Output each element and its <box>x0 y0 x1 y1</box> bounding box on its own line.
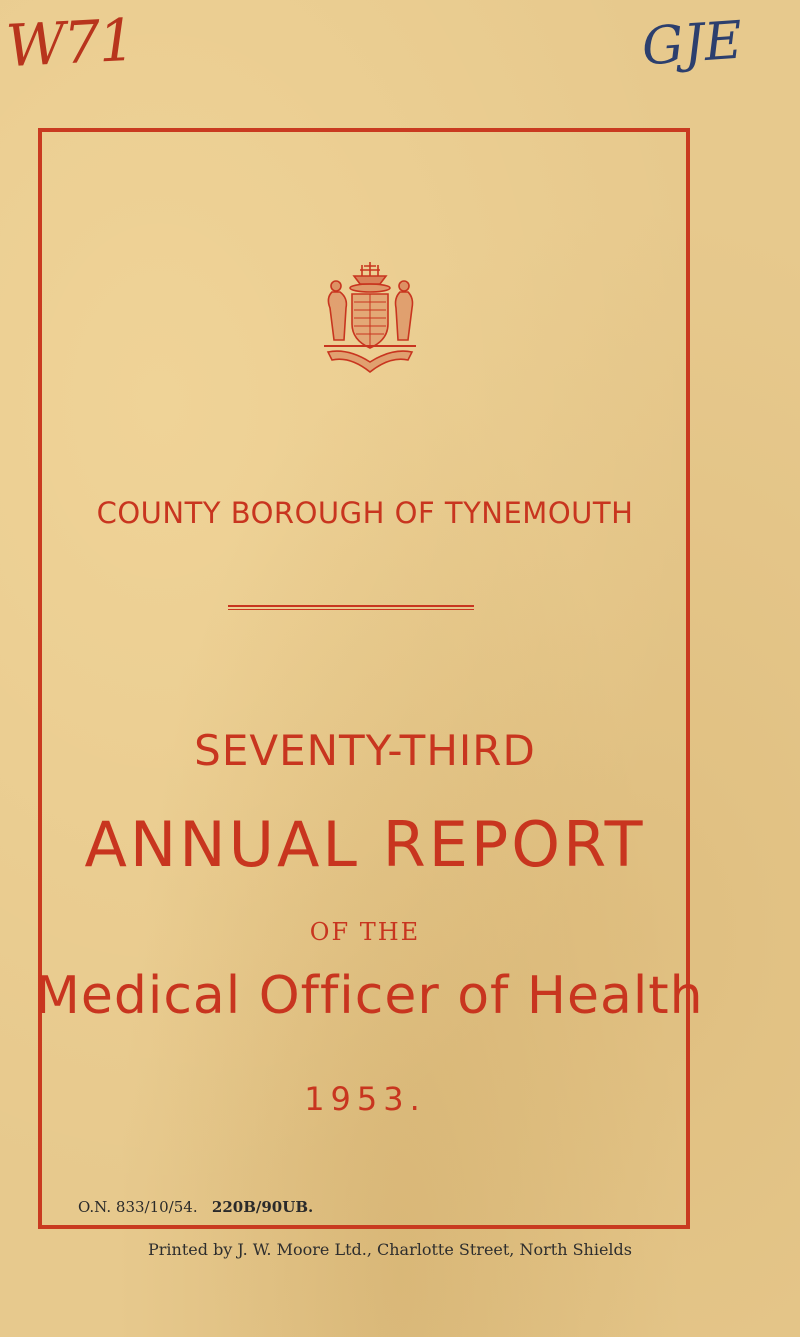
order-code: 220B/90UB. <box>211 1198 314 1216</box>
order-number-prefix: O.N. <box>78 1198 112 1216</box>
printer-credit: Printed by J. W. Moore Ltd., Charlotte Street, North Shields <box>148 1240 632 1259</box>
edition-heading: SEVENTY-THIRD <box>194 726 536 775</box>
officer-title: Medical Officer of Health <box>35 966 704 1026</box>
authority-heading: COUNTY BOROUGH OF TYNEMOUTH <box>96 496 634 530</box>
handwritten-note-top-left: W71 <box>4 5 136 81</box>
handwritten-note-top-right: GJE <box>639 10 744 78</box>
connector-text: OF THE <box>309 918 421 946</box>
order-number <box>78 1198 313 1216</box>
report-year: 1953. <box>304 1080 426 1118</box>
report-title: ANNUAL REPORT <box>84 808 646 881</box>
order-number-value: 833/10/54. <box>115 1198 198 1216</box>
borough-crest-icon <box>318 258 422 378</box>
heading-divider <box>228 605 474 610</box>
